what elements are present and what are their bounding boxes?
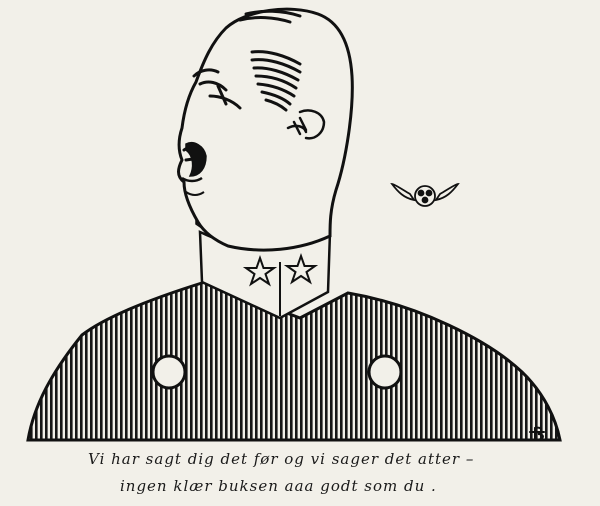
- caption-line-2: ingen klær buksen aaa godt som du .: [120, 477, 437, 495]
- winged-emblem-icon: [392, 184, 458, 206]
- caption-line-1: Vi har sagt dig det før og vi sager det atter –: [88, 450, 475, 468]
- uniform-button-right-icon: [369, 356, 401, 388]
- head: [179, 9, 353, 250]
- uniform-button-left-icon: [153, 356, 185, 388]
- handwritten-caption: [60, 446, 580, 500]
